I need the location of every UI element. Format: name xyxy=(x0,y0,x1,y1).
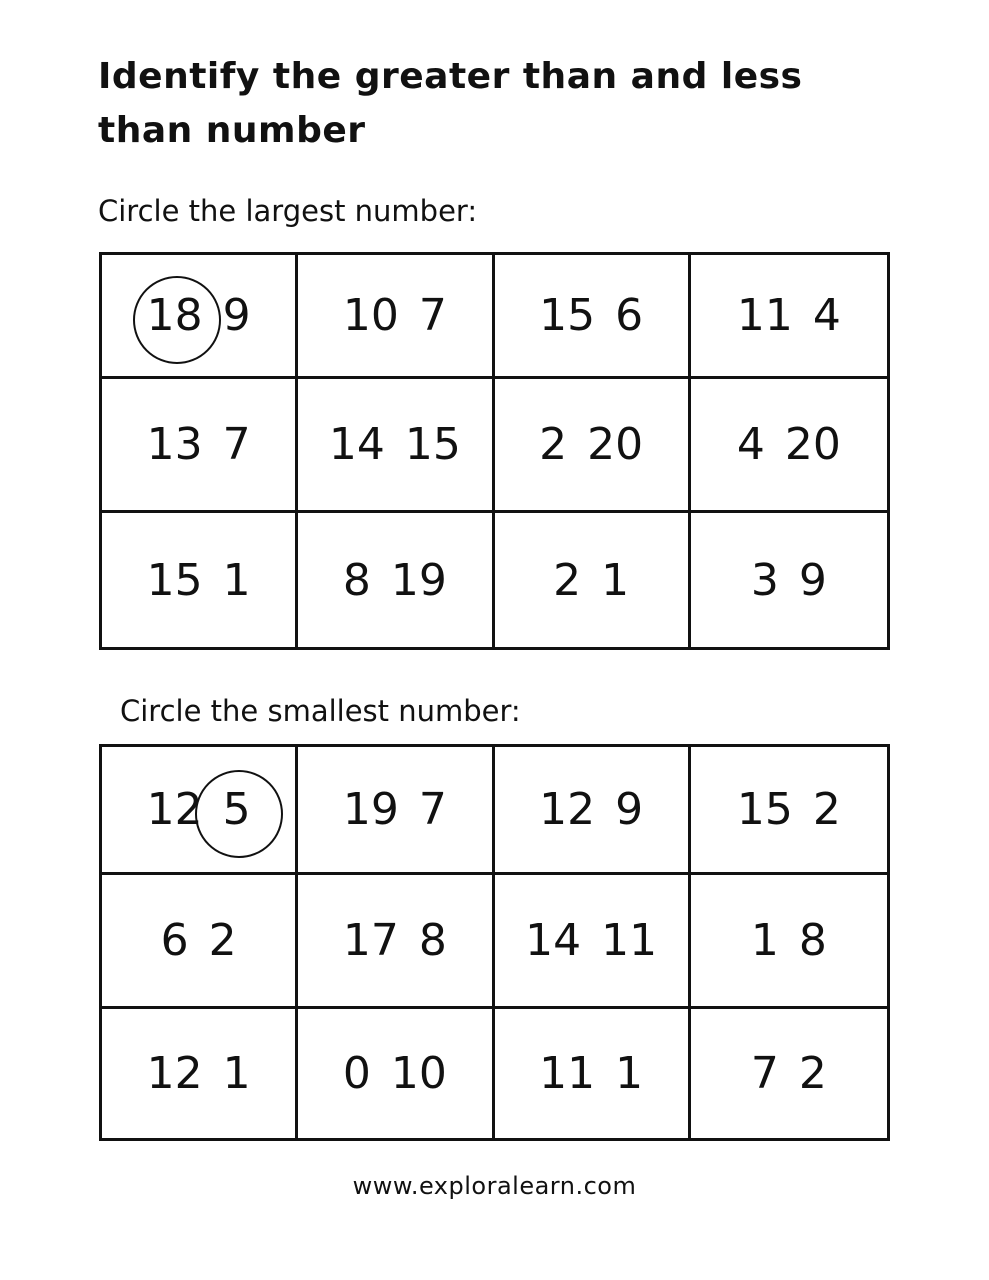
number[interactable]: 6 xyxy=(160,915,189,966)
smallest-number-grid xyxy=(99,744,890,1141)
number[interactable]: 9 xyxy=(222,290,251,341)
number[interactable]: 10 xyxy=(390,1048,447,1099)
number-pair-cell xyxy=(495,379,691,513)
number[interactable]: 10 xyxy=(342,290,399,341)
circled-number[interactable]: 5 xyxy=(213,784,261,835)
number-pair-cell xyxy=(691,875,887,1009)
number-pair-cell xyxy=(495,875,691,1009)
number[interactable]: 6 xyxy=(615,290,644,341)
number-pair-cell xyxy=(298,747,494,875)
number[interactable]: 8 xyxy=(798,915,827,966)
number-pair-cell xyxy=(691,379,887,513)
number[interactable]: 11 xyxy=(736,290,793,341)
largest-number-grid xyxy=(99,252,890,650)
number[interactable]: 2 xyxy=(798,1048,827,1099)
number[interactable]: 12 xyxy=(539,784,596,835)
number-pair-cell xyxy=(691,1009,887,1138)
number-pair-cell xyxy=(102,1009,298,1138)
number[interactable]: 12 xyxy=(146,784,203,835)
number[interactable]: 2 xyxy=(812,784,841,835)
number[interactable]: 1 xyxy=(601,554,630,606)
number-pair-cell xyxy=(691,513,887,647)
number-pair-cell xyxy=(495,1009,691,1138)
number[interactable]: 8 xyxy=(342,554,371,606)
number-pair-cell xyxy=(298,513,494,647)
number[interactable]: 4 xyxy=(812,290,841,341)
instruction-smallest: Circle the smallest number: xyxy=(120,694,521,728)
number[interactable]: 8 xyxy=(418,915,447,966)
number[interactable]: 19 xyxy=(390,554,447,606)
number[interactable]: 17 xyxy=(342,915,399,966)
number[interactable]: 7 xyxy=(418,784,447,835)
number[interactable]: 14 xyxy=(525,915,582,966)
number[interactable]: 15 xyxy=(736,784,793,835)
number[interactable]: 11 xyxy=(539,1048,596,1099)
number-pair-cell xyxy=(102,379,298,513)
number[interactable]: 9 xyxy=(615,784,644,835)
instruction-largest: Circle the largest number: xyxy=(98,194,478,228)
number[interactable]: 19 xyxy=(342,784,399,835)
number-pair-cell xyxy=(298,379,494,513)
number-pair-cell xyxy=(495,747,691,875)
number-pair-cell xyxy=(102,255,298,379)
number-pair-cell xyxy=(102,875,298,1009)
number-pair-cell xyxy=(298,1009,494,1138)
number-pair-cell xyxy=(102,513,298,647)
number[interactable]: 2 xyxy=(208,915,237,966)
number[interactable]: 12 xyxy=(146,1048,203,1099)
number[interactable]: 15 xyxy=(146,554,203,606)
worksheet-title: Identify the greater than and less than number xyxy=(98,56,803,151)
number[interactable]: 3 xyxy=(750,554,779,606)
number[interactable]: 1 xyxy=(615,1048,644,1099)
number[interactable]: 13 xyxy=(146,419,203,470)
number-pair-cell xyxy=(102,747,298,875)
number[interactable]: 0 xyxy=(342,1048,371,1099)
number[interactable]: 15 xyxy=(404,419,461,470)
number[interactable]: 7 xyxy=(222,419,251,470)
number-pair-cell xyxy=(691,255,887,379)
number[interactable]: 1 xyxy=(750,915,779,966)
number-pair-cell xyxy=(298,875,494,1009)
number-pair-cell xyxy=(691,747,887,875)
number-pair-cell xyxy=(298,255,494,379)
number[interactable]: 2 xyxy=(553,554,582,606)
number[interactable]: 15 xyxy=(539,290,596,341)
number-pair-cell xyxy=(495,513,691,647)
number-pair-cell xyxy=(495,255,691,379)
number[interactable]: 20 xyxy=(587,419,644,470)
number[interactable]: 1 xyxy=(222,1048,251,1099)
number[interactable]: 11 xyxy=(601,915,658,966)
number[interactable]: 20 xyxy=(784,419,841,470)
number[interactable]: 4 xyxy=(736,419,765,470)
circled-number[interactable]: 18 xyxy=(137,290,213,341)
number[interactable]: 7 xyxy=(418,290,447,341)
number[interactable]: 7 xyxy=(750,1048,779,1099)
number[interactable]: 9 xyxy=(798,554,827,606)
number[interactable]: 1 xyxy=(222,554,251,606)
footer-website: www.exploralearn.com xyxy=(352,1172,637,1200)
number[interactable]: 14 xyxy=(328,419,385,470)
number[interactable]: 2 xyxy=(539,419,568,470)
